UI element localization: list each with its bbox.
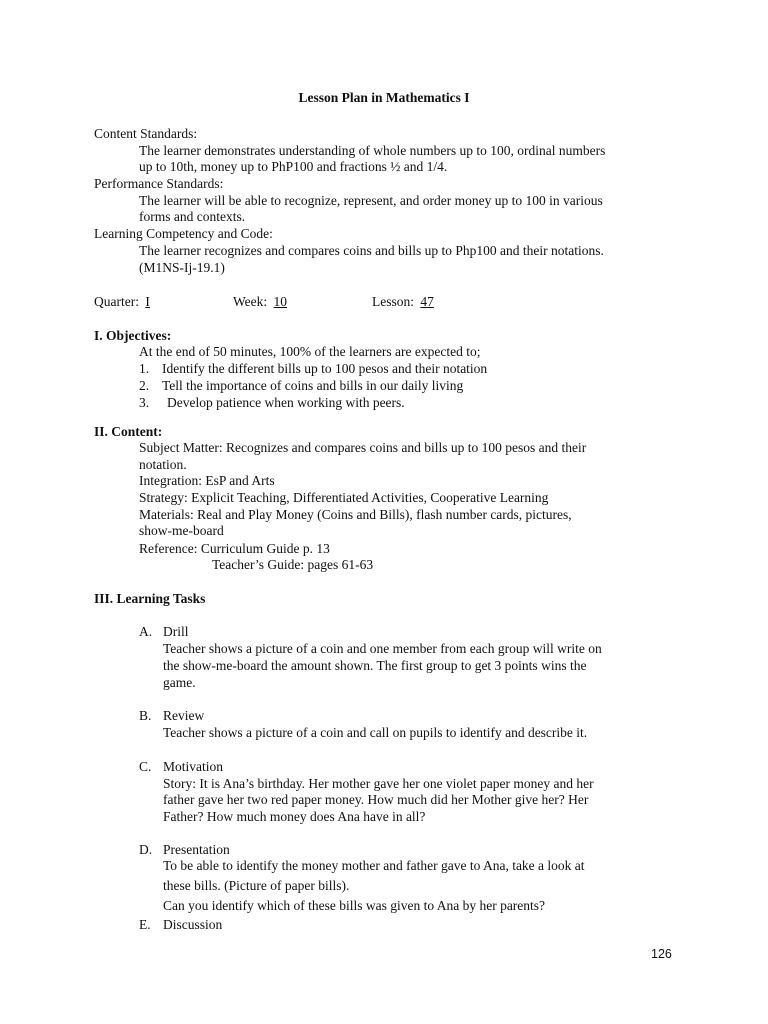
- materials: show-me-board: [139, 523, 224, 538]
- strategy: Strategy: Explicit Teaching, Differentiated Activities, Cooperative Learning: [139, 490, 549, 505]
- objective-number: 1.: [139, 361, 150, 376]
- quarter-value: I: [145, 294, 150, 309]
- task-text: game.: [163, 675, 196, 690]
- task-letter: E.: [139, 917, 151, 932]
- teachers-guide-reference: Teacher’s Guide: pages 61-63: [212, 557, 374, 572]
- task-letter: D.: [139, 842, 153, 857]
- learning-tasks-heading: III. Learning Tasks: [94, 591, 206, 606]
- objective-item: [139, 360, 488, 377]
- learning-competency-text: The learner recognizes and compares coins and bills up to Php100 and their notations.: [139, 243, 604, 258]
- week-label: Week:: [233, 294, 268, 309]
- learning-competency-code: (M1NS-Ij-19.1): [139, 260, 225, 275]
- week-field: [233, 293, 287, 310]
- content-standards-label: Content Standards:: [94, 126, 198, 141]
- lesson-value: 47: [420, 294, 434, 309]
- task-text: Story: It is Ana’s birthday. Her mother gave her one violet paper money and her: [163, 776, 594, 791]
- quarter-label: Quarter:: [94, 294, 139, 309]
- task-text: the show-me-board the amount shown. The first group to get 3 points wins the: [163, 658, 587, 673]
- subject-matter: notation.: [139, 457, 187, 472]
- task-text: To be able to identify the money mother and father gave to Ana, take a look at: [163, 858, 585, 873]
- subject-matter: Subject Matter: Recognizes and compares coins and bills up to 100 pesos and their: [139, 440, 587, 455]
- task-text: these bills. (Picture of paper bills).: [163, 878, 350, 893]
- performance-standards-label: Performance Standards:: [94, 176, 224, 191]
- lesson-field: [372, 293, 434, 310]
- task-label-discussion: Discussion: [163, 917, 223, 932]
- task-label-presentation: Presentation: [163, 842, 230, 857]
- content-heading: II. Content:: [94, 424, 163, 439]
- task-label-drill: Drill: [163, 624, 189, 639]
- task-letter: C.: [139, 759, 152, 774]
- objective-item: [139, 377, 464, 394]
- objectives-heading: I. Objectives:: [94, 328, 172, 343]
- task-label-review: Review: [163, 708, 205, 723]
- task-letter: A.: [139, 624, 153, 639]
- performance-standards-text: The learner will be able to recognize, represent, and order money up to 100 in various: [139, 193, 603, 208]
- task-text: Father? How much money does Ana have in all?: [163, 809, 426, 824]
- integration: Integration: EsP and Arts: [139, 473, 275, 488]
- objective-number: 2.: [139, 378, 150, 393]
- reference: Reference: Curriculum Guide p. 13: [139, 541, 330, 556]
- learning-competency-label: Learning Competency and Code:: [94, 226, 273, 241]
- task-text: father gave her two red paper money. How much did her Mother give her? Her: [163, 792, 589, 807]
- quarter-field: [94, 293, 150, 310]
- performance-standards-text: forms and contexts.: [139, 209, 246, 224]
- task-letter: B.: [139, 708, 152, 723]
- objectives-intro: At the end of 50 minutes, 100% of the learners are expected to;: [139, 344, 481, 359]
- content-standards-text: up to 10th, money up to PhP100 and fractions ½ and 1/4.: [139, 159, 448, 174]
- task-label-motivation: Motivation: [163, 759, 223, 774]
- week-value: 10: [273, 294, 288, 309]
- content-standards-text: The learner demonstrates understanding of whole numbers up to 100, ordinal numbers: [139, 143, 606, 158]
- materials: Materials: Real and Play Money (Coins and Bills), flash number cards, pictures,: [139, 507, 572, 522]
- document-title: Lesson Plan in Mathematics I: [298, 90, 470, 105]
- objective-number: 3.: [139, 395, 150, 410]
- objective-text: Identify the different bills up to 100 pesos and their notation: [162, 361, 488, 376]
- objective-text: Develop patience when working with peers.: [167, 395, 405, 410]
- task-text: Teacher shows a picture of a coin and one member from each group will write on: [163, 641, 602, 656]
- lesson-label: Lesson:: [372, 294, 414, 309]
- task-text: Teacher shows a picture of a coin and call on pupils to identify and describe it.: [163, 725, 588, 740]
- objective-text: Tell the importance of coins and bills in our daily living: [162, 378, 464, 393]
- objective-item: [139, 394, 405, 411]
- task-text: Can you identify which of these bills was given to Ana by her parents?: [163, 898, 546, 913]
- page-number: 126: [651, 947, 672, 961]
